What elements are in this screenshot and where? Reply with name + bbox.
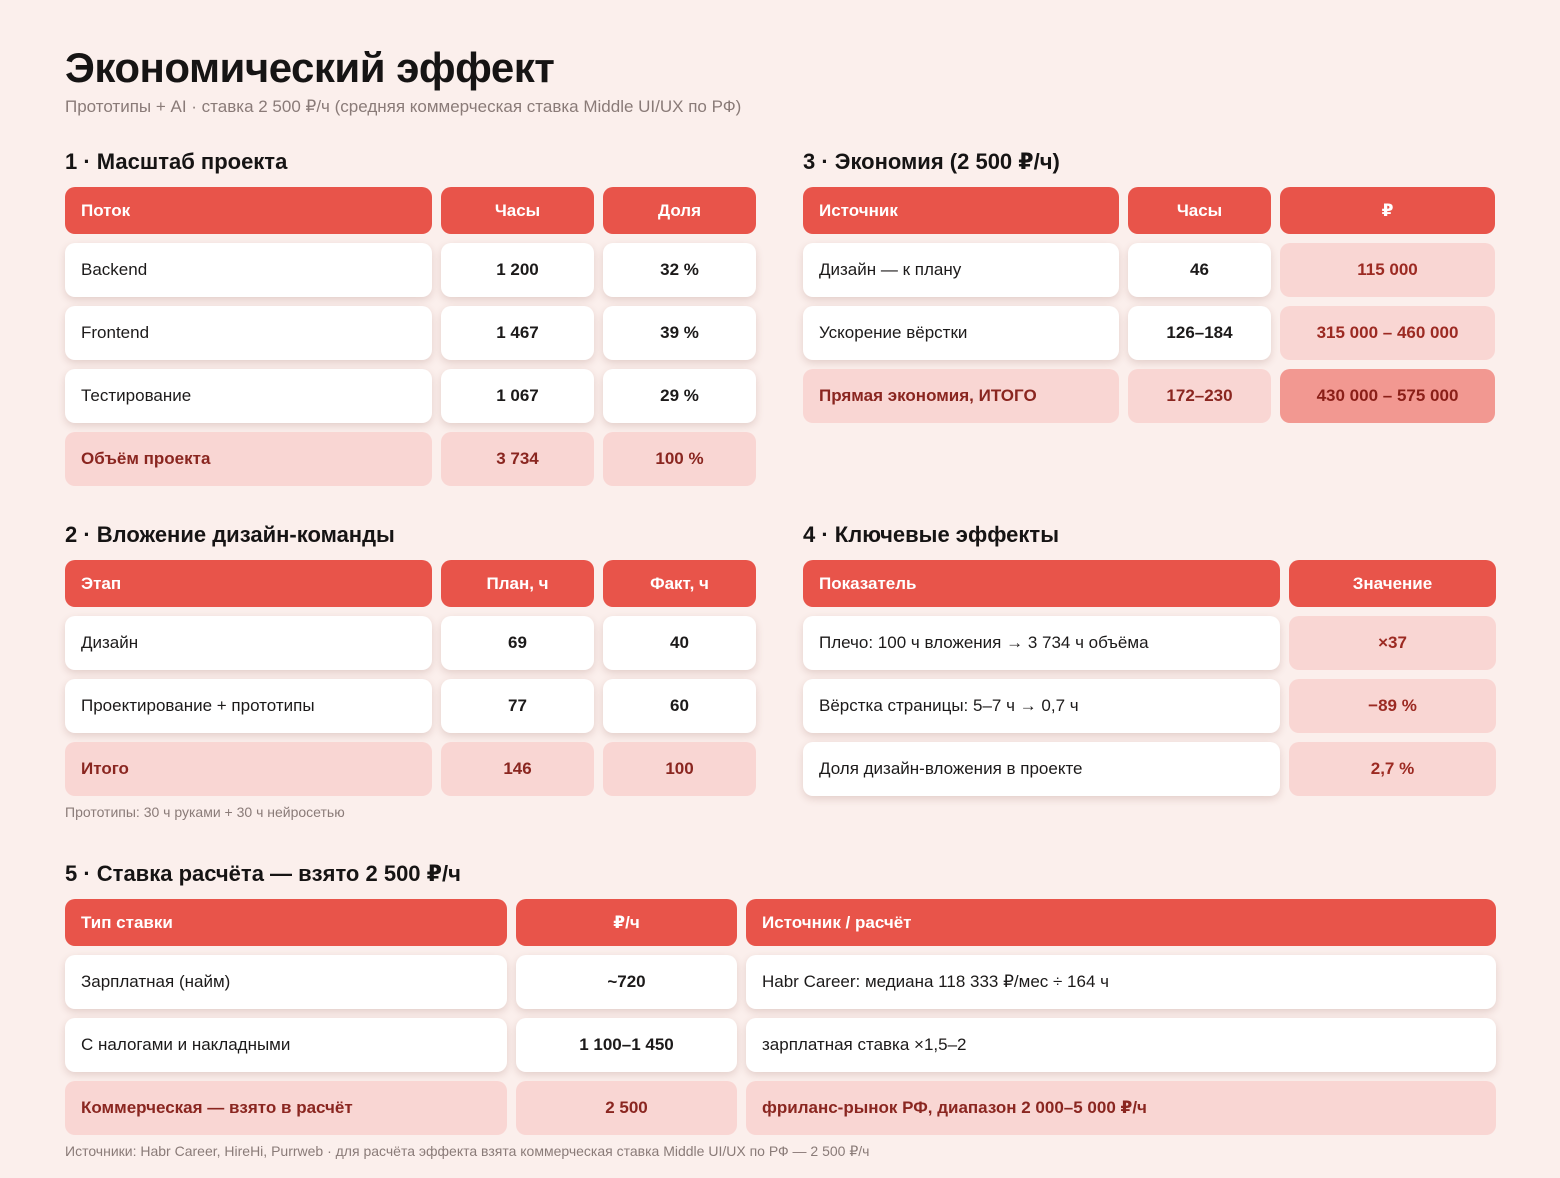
section-title: 3 · Экономия (2 500 ₽/ч) xyxy=(803,149,1060,174)
table-cell: Дизайн xyxy=(65,616,432,670)
table-header: Этап xyxy=(65,560,432,607)
section-design-investment xyxy=(65,520,756,820)
table-cell: 46 xyxy=(1128,243,1271,297)
footnote: Прототипы: 30 ч руками + 30 ч нейросетью xyxy=(65,804,345,820)
table-cell: 1 467 xyxy=(441,306,594,360)
footnote: Источники: Habr Career, HireHi, Purrweb · для расчёта эффекта взята коммерческая ставка Middle UI/UX по РФ — 2 500 ₽/ч xyxy=(65,1143,870,1159)
table-cell: Habr Career: медиана 118 333 ₽/мес ÷ 164 ч xyxy=(746,955,1496,1009)
table-total-cell: 100 % xyxy=(603,432,756,486)
table-cell: 39 % xyxy=(603,306,756,360)
table-total-cell: Коммерческая — взято в расчёт xyxy=(65,1081,507,1135)
table-total-cell: 430 000 – 575 000 xyxy=(1280,369,1495,423)
section-title: 5 · Ставка расчёта — взято 2 500 ₽/ч xyxy=(65,861,461,886)
table-header: Факт, ч xyxy=(603,560,756,607)
table-cell: Frontend xyxy=(65,306,432,360)
table-header: План, ч xyxy=(441,560,594,607)
table-cell: 69 xyxy=(441,616,594,670)
table-header: Источник xyxy=(803,187,1119,234)
table-header: Доля xyxy=(603,187,756,234)
table-cell: Тестирование xyxy=(65,369,432,423)
table-total-cell: 3 734 xyxy=(441,432,594,486)
table-header: Значение xyxy=(1289,560,1496,607)
effects-table xyxy=(803,560,1496,796)
table-cell: Backend xyxy=(65,243,432,297)
table-cell: 1 067 xyxy=(441,369,594,423)
table-cell: 115 000 xyxy=(1280,243,1495,297)
table-cell: 40 xyxy=(603,616,756,670)
table-total-cell: Прямая экономия, ИТОГО xyxy=(803,369,1119,423)
page-subtitle: Прототипы + AI · ставка 2 500 ₽/ч (средняя коммерческая ставка Middle UI/UX по РФ) xyxy=(65,97,742,116)
investment-table xyxy=(65,560,756,796)
table-total-cell: Объём проекта xyxy=(65,432,432,486)
table-header: Показатель xyxy=(803,560,1280,607)
savings-table xyxy=(803,187,1495,423)
table-header: Поток xyxy=(65,187,432,234)
page-title: Экономический эффект xyxy=(65,44,555,91)
table-cell: 2,7 % xyxy=(1289,742,1496,796)
table-header: ₽ xyxy=(1280,187,1495,234)
table-total-cell: Итого xyxy=(65,742,432,796)
table-cell: ~720 xyxy=(516,955,737,1009)
table-cell: Зарплатная (найм) xyxy=(65,955,507,1009)
table-cell: 60 xyxy=(603,679,756,733)
section-title: 1 · Масштаб проекта xyxy=(65,149,288,174)
table-cell: 315 000 – 460 000 xyxy=(1280,306,1495,360)
table-cell: Доля дизайн-вложения в проекте xyxy=(803,742,1280,796)
table-total-cell: 146 xyxy=(441,742,594,796)
table-header: ₽/ч xyxy=(516,899,737,946)
table-cell: зарплатная ставка ×1,5–2 xyxy=(746,1018,1496,1072)
table-cell: ×37 xyxy=(1289,616,1496,670)
rate-table xyxy=(65,899,1496,1135)
section-title: 2 · Вложение дизайн-команды xyxy=(65,522,395,547)
table-cell: С налогами и накладными xyxy=(65,1018,507,1072)
table-cell: 29 % xyxy=(603,369,756,423)
section-project-scale xyxy=(65,147,756,486)
section-title: 4 · Ключевые эффекты xyxy=(803,522,1059,547)
table-header: Источник / расчёт xyxy=(746,899,1496,946)
table-cell: Дизайн — к плану xyxy=(803,243,1119,297)
table-total-cell: 100 xyxy=(603,742,756,796)
table-cell: Проектирование + прототипы xyxy=(65,679,432,733)
table-cell: −89 % xyxy=(1289,679,1496,733)
table-cell: Вёрстка страницы: 5–7 ч → 0,7 ч xyxy=(803,679,1280,733)
table-header: Часы xyxy=(441,187,594,234)
table-cell: 32 % xyxy=(603,243,756,297)
table-total-cell: 172–230 xyxy=(1128,369,1271,423)
table-header: Часы xyxy=(1128,187,1271,234)
table-header: Тип ставки xyxy=(65,899,507,946)
table-cell: 1 200 xyxy=(441,243,594,297)
table-total-cell: фриланс-рынок РФ, диапазон 2 000–5 000 ₽/ч xyxy=(746,1081,1496,1135)
table-cell: Плечо: 100 ч вложения → 3 734 ч объёма xyxy=(803,616,1280,670)
section-key-effects xyxy=(803,520,1496,796)
table-cell: 1 100–1 450 xyxy=(516,1018,737,1072)
scale-table xyxy=(65,187,756,486)
section-savings xyxy=(803,147,1495,423)
table-cell: Ускорение вёрстки xyxy=(803,306,1119,360)
table-total-cell: 2 500 xyxy=(516,1081,737,1135)
section-rate xyxy=(65,859,1496,1160)
table-cell: 77 xyxy=(441,679,594,733)
table-cell: 126–184 xyxy=(1128,306,1271,360)
